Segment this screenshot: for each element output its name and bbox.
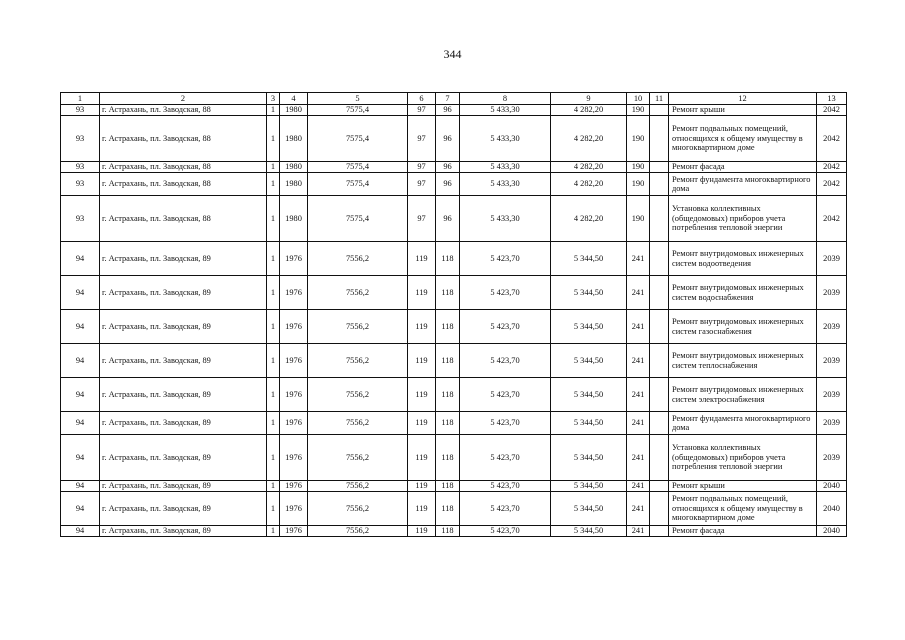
year-cell: 1976 [280,310,308,344]
column-header-10: 10 [627,93,650,105]
year-cell: 1976 [280,412,308,435]
item-number-cell: 94 [61,276,100,310]
address-cell: г. Астрахань, пл. Заводская, 89 [100,378,267,412]
table-row [61,276,847,310]
table-row [61,173,847,196]
area-cell: 7575,4 [308,105,408,116]
address-cell: г. Астрахань, пл. Заводская, 88 [100,173,267,196]
col6-cell: 119 [408,310,436,344]
work-type-cell: Ремонт фасада [669,526,817,537]
col10-cell: 241 [627,492,650,526]
col11-cell [650,481,669,492]
year-cell: 1980 [280,196,308,242]
planned-year-cell: 2039 [817,242,847,276]
col9-cell: 5 344,50 [551,344,627,378]
col10-cell: 241 [627,435,650,481]
col9-cell: 5 344,50 [551,492,627,526]
planned-year-cell: 2040 [817,481,847,492]
area-cell: 7556,2 [308,310,408,344]
col9-cell: 4 282,20 [551,162,627,173]
col9-cell: 5 344,50 [551,242,627,276]
col8-cell: 5 423,70 [460,492,551,526]
col11-cell [650,276,669,310]
col10-cell: 190 [627,105,650,116]
address-cell: г. Астрахань, пл. Заводская, 89 [100,435,267,481]
col6-cell: 119 [408,481,436,492]
col8-cell: 5 433,30 [460,116,551,162]
work-type-cell: Ремонт фасада [669,162,817,173]
table-row [61,242,847,276]
planned-year-cell: 2039 [817,344,847,378]
work-type-cell: Ремонт внутридомовых инженерных систем теплоснабжения [669,344,817,378]
item-number-cell: 94 [61,492,100,526]
year-cell: 1980 [280,116,308,162]
table-row [61,162,847,173]
col7-cell: 96 [436,116,460,162]
item-number-cell: 94 [61,526,100,537]
planned-year-cell: 2039 [817,276,847,310]
col10-cell: 241 [627,344,650,378]
col8-cell: 5 423,70 [460,526,551,537]
col3-cell: 1 [267,526,280,537]
area-cell: 7556,2 [308,481,408,492]
work-type-cell: Ремонт фундамента многоквартирного дома [669,173,817,196]
work-type-cell: Ремонт крыши [669,105,817,116]
work-type-cell: Установка коллективных (общедомовых) приборов учета потребления тепловой энергии [669,435,817,481]
address-cell: г. Астрахань, пл. Заводская, 89 [100,526,267,537]
column-number-row [61,93,847,105]
table-row [61,105,847,116]
col6-cell: 119 [408,492,436,526]
col11-cell [650,344,669,378]
table-body [61,105,847,537]
col7-cell: 118 [436,242,460,276]
area-cell: 7556,2 [308,526,408,537]
year-cell: 1976 [280,242,308,276]
work-type-cell: Ремонт внутридомовых инженерных систем водоснабжения [669,276,817,310]
work-type-cell: Ремонт фундамента многоквартирного дома [669,412,817,435]
item-number-cell: 93 [61,173,100,196]
table-row [61,378,847,412]
address-cell: г. Астрахань, пл. Заводская, 89 [100,481,267,492]
col6-cell: 97 [408,116,436,162]
column-header-3: 3 [267,93,280,105]
column-header-8: 8 [460,93,551,105]
col6-cell: 119 [408,276,436,310]
planned-year-cell: 2040 [817,526,847,537]
col9-cell: 5 344,50 [551,435,627,481]
address-cell: г. Астрахань, пл. Заводская, 88 [100,116,267,162]
col8-cell: 5 423,70 [460,242,551,276]
col11-cell [650,412,669,435]
col3-cell: 1 [267,435,280,481]
area-cell: 7556,2 [308,344,408,378]
work-type-cell: Ремонт внутридомовых инженерных систем газоснабжения [669,310,817,344]
year-cell: 1980 [280,173,308,196]
address-cell: г. Астрахань, пл. Заводская, 89 [100,492,267,526]
year-cell: 1976 [280,492,308,526]
col3-cell: 1 [267,378,280,412]
col11-cell [650,105,669,116]
col11-cell [650,310,669,344]
planned-year-cell: 2039 [817,310,847,344]
col3-cell: 1 [267,276,280,310]
area-cell: 7556,2 [308,242,408,276]
area-cell: 7575,4 [308,173,408,196]
table-row [61,196,847,242]
item-number-cell: 94 [61,242,100,276]
col11-cell [650,242,669,276]
col3-cell: 1 [267,242,280,276]
col3-cell: 1 [267,492,280,526]
planned-year-cell: 2042 [817,116,847,162]
col10-cell: 241 [627,412,650,435]
work-type-cell: Ремонт внутридомовых инженерных систем электроснабжения [669,378,817,412]
col3-cell: 1 [267,116,280,162]
col10-cell: 241 [627,378,650,412]
col7-cell: 96 [436,173,460,196]
col6-cell: 119 [408,242,436,276]
col7-cell: 96 [436,105,460,116]
area-cell: 7556,2 [308,378,408,412]
col11-cell [650,526,669,537]
col10-cell: 190 [627,162,650,173]
col11-cell [650,116,669,162]
col3-cell: 1 [267,412,280,435]
work-type-cell: Ремонт крыши [669,481,817,492]
col9-cell: 5 344,50 [551,276,627,310]
col10-cell: 241 [627,242,650,276]
col9-cell: 5 344,50 [551,378,627,412]
planned-year-cell: 2042 [817,173,847,196]
col6-cell: 119 [408,435,436,481]
col6-cell: 97 [408,162,436,173]
col3-cell: 1 [267,105,280,116]
column-header-9: 9 [551,93,627,105]
col10-cell: 241 [627,310,650,344]
column-header-1: 1 [61,93,100,105]
col3-cell: 1 [267,344,280,378]
col8-cell: 5 423,70 [460,344,551,378]
year-cell: 1976 [280,344,308,378]
col8-cell: 5 423,70 [460,276,551,310]
col11-cell [650,435,669,481]
col7-cell: 118 [436,435,460,481]
col8-cell: 5 433,30 [460,196,551,242]
col3-cell: 1 [267,310,280,344]
col8-cell: 5 423,70 [460,481,551,492]
year-cell: 1976 [280,276,308,310]
col3-cell: 1 [267,162,280,173]
planned-year-cell: 2042 [817,162,847,173]
year-cell: 1976 [280,481,308,492]
col9-cell: 4 282,20 [551,116,627,162]
area-cell: 7575,4 [308,116,408,162]
table-row [61,116,847,162]
year-cell: 1976 [280,378,308,412]
year-cell: 1976 [280,526,308,537]
column-header-11: 11 [650,93,669,105]
year-cell: 1976 [280,435,308,481]
area-cell: 7556,2 [308,492,408,526]
work-type-cell: Установка коллективных (общедомовых) приборов учета потребления тепловой энергии [669,196,817,242]
col11-cell [650,492,669,526]
area-cell: 7556,2 [308,276,408,310]
planned-year-cell: 2042 [817,196,847,242]
col9-cell: 4 282,20 [551,173,627,196]
table-row [61,526,847,537]
planned-year-cell: 2042 [817,105,847,116]
work-type-cell: Ремонт подвальных помещений, относящихся к общему имуществу в многоквартирном доме [669,116,817,162]
address-cell: г. Астрахань, пл. Заводская, 88 [100,105,267,116]
col7-cell: 118 [436,412,460,435]
col8-cell: 5 423,70 [460,412,551,435]
column-header-7: 7 [436,93,460,105]
col7-cell: 118 [436,492,460,526]
col10-cell: 190 [627,116,650,162]
address-cell: г. Астрахань, пл. Заводская, 89 [100,344,267,378]
col10-cell: 190 [627,173,650,196]
address-cell: г. Астрахань, пл. Заводская, 89 [100,242,267,276]
table-row [61,481,847,492]
column-header-2: 2 [100,93,267,105]
address-cell: г. Астрахань, пл. Заводская, 89 [100,412,267,435]
col7-cell: 118 [436,481,460,492]
col7-cell: 96 [436,162,460,173]
col6-cell: 119 [408,344,436,378]
col8-cell: 5 433,30 [460,173,551,196]
item-number-cell: 93 [61,196,100,242]
col9-cell: 4 282,20 [551,196,627,242]
year-cell: 1980 [280,162,308,173]
item-number-cell: 94 [61,481,100,492]
table-row [61,344,847,378]
year-cell: 1980 [280,105,308,116]
col3-cell: 1 [267,481,280,492]
col10-cell: 190 [627,196,650,242]
planned-year-cell: 2040 [817,492,847,526]
page-number: 344 [443,47,462,61]
col8-cell: 5 423,70 [460,378,551,412]
item-number-cell: 94 [61,412,100,435]
col7-cell: 118 [436,378,460,412]
col9-cell: 5 344,50 [551,412,627,435]
col9-cell: 5 344,50 [551,526,627,537]
col9-cell: 5 344,50 [551,310,627,344]
col6-cell: 119 [408,526,436,537]
col7-cell: 118 [436,526,460,537]
item-number-cell: 93 [61,116,100,162]
work-type-cell: Ремонт внутридомовых инженерных систем водоотведения [669,242,817,276]
item-number-cell: 93 [61,162,100,173]
planned-year-cell: 2039 [817,435,847,481]
col6-cell: 97 [408,196,436,242]
register-table [60,92,847,537]
col7-cell: 118 [436,276,460,310]
col7-cell: 96 [436,196,460,242]
col10-cell: 241 [627,526,650,537]
col7-cell: 118 [436,344,460,378]
col8-cell: 5 433,30 [460,162,551,173]
column-header-5: 5 [308,93,408,105]
address-cell: г. Астрахань, пл. Заводская, 88 [100,196,267,242]
column-header-12: 12 [669,93,817,105]
col9-cell: 5 344,50 [551,481,627,492]
col7-cell: 118 [436,310,460,344]
col9-cell: 4 282,20 [551,105,627,116]
column-header-13: 13 [817,93,847,105]
col10-cell: 241 [627,481,650,492]
col10-cell: 241 [627,276,650,310]
table-row [61,492,847,526]
col6-cell: 97 [408,173,436,196]
item-number-cell: 94 [61,344,100,378]
planned-year-cell: 2039 [817,412,847,435]
item-number-cell: 93 [61,105,100,116]
address-cell: г. Астрахань, пл. Заводская, 89 [100,310,267,344]
col3-cell: 1 [267,173,280,196]
table-row [61,412,847,435]
address-cell: г. Астрахань, пл. Заводская, 88 [100,162,267,173]
work-type-cell: Ремонт подвальных помещений, относящихся к общему имуществу в многоквартирном доме [669,492,817,526]
col3-cell: 1 [267,196,280,242]
area-cell: 7575,4 [308,162,408,173]
col11-cell [650,162,669,173]
col8-cell: 5 423,70 [460,310,551,344]
col8-cell: 5 433,30 [460,105,551,116]
col11-cell [650,378,669,412]
col6-cell: 97 [408,105,436,116]
address-cell: г. Астрахань, пл. Заводская, 89 [100,276,267,310]
area-cell: 7575,4 [308,196,408,242]
col6-cell: 119 [408,378,436,412]
col8-cell: 5 423,70 [460,435,551,481]
planned-year-cell: 2039 [817,378,847,412]
col11-cell [650,173,669,196]
item-number-cell: 94 [61,378,100,412]
table-row [61,310,847,344]
item-number-cell: 94 [61,435,100,481]
area-cell: 7556,2 [308,435,408,481]
col6-cell: 119 [408,412,436,435]
table-row [61,435,847,481]
column-header-4: 4 [280,93,308,105]
area-cell: 7556,2 [308,412,408,435]
col11-cell [650,196,669,242]
item-number-cell: 94 [61,310,100,344]
column-header-6: 6 [408,93,436,105]
